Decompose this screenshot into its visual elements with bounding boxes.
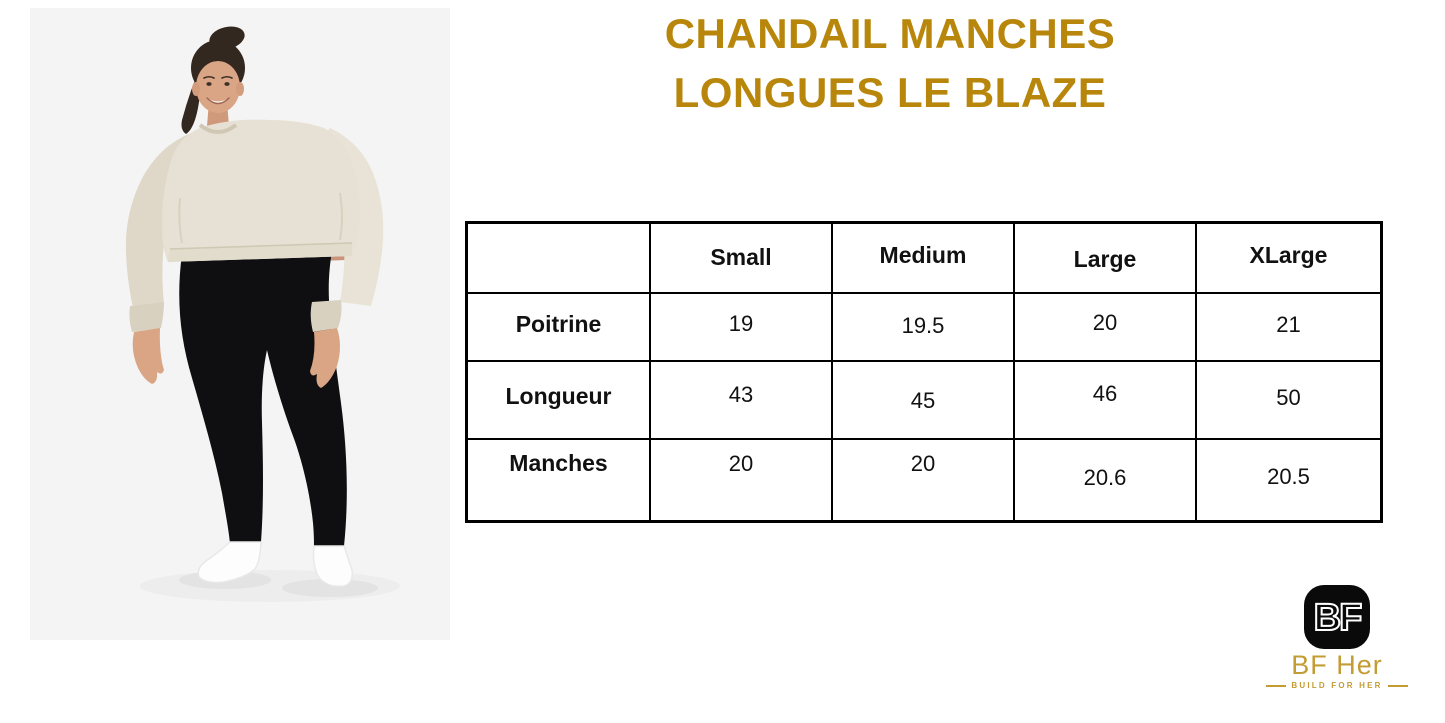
row-label-longueur: Longueur [468, 362, 651, 440]
size-table-header-large: Large [1015, 224, 1197, 294]
table-cell: 20 [1015, 294, 1197, 362]
page-title-line1: CHANDAIL MANCHES [664, 10, 1116, 57]
size-table-header-medium: Medium [833, 224, 1015, 294]
bf-monogram-icon [1304, 585, 1370, 649]
table-cell: 19.5 [833, 294, 1015, 362]
tagline-text: BUILD FOR HER [1291, 681, 1383, 690]
table-cell: 20 [651, 440, 833, 520]
table-cell: 20 [833, 440, 1015, 520]
brand-name: BF Her [1291, 650, 1383, 680]
size-table-header-small: Small [651, 224, 833, 294]
table-cell: 20.6 [1015, 440, 1197, 520]
table-cell: 21 [1197, 294, 1380, 362]
brand-tagline [1266, 681, 1407, 690]
row-label-manches: Manches [468, 440, 651, 520]
table-cell: 46 [1015, 362, 1197, 440]
table-cell: 43 [651, 362, 833, 440]
size-table-corner-cell [468, 224, 651, 294]
table-cell: 45 [833, 362, 1015, 440]
tagline-left-dash [1266, 685, 1286, 687]
size-table-header-xlarge: XLarge [1197, 224, 1380, 294]
page-title [450, 4, 1330, 122]
table-cell: 50 [1197, 362, 1380, 440]
svg-text:BF: BF [1313, 597, 1361, 639]
tagline-right-dash [1388, 685, 1408, 687]
size-table [465, 221, 1383, 523]
product-photo [30, 8, 450, 640]
model-illustration [30, 8, 450, 640]
brand-logo [1288, 585, 1386, 690]
table-cell: 19 [651, 294, 833, 362]
page-title-line2: LONGUES LE BLAZE [673, 69, 1107, 116]
table-cell: 20.5 [1267, 464, 1310, 489]
row-label-poitrine: Poitrine [468, 294, 651, 362]
